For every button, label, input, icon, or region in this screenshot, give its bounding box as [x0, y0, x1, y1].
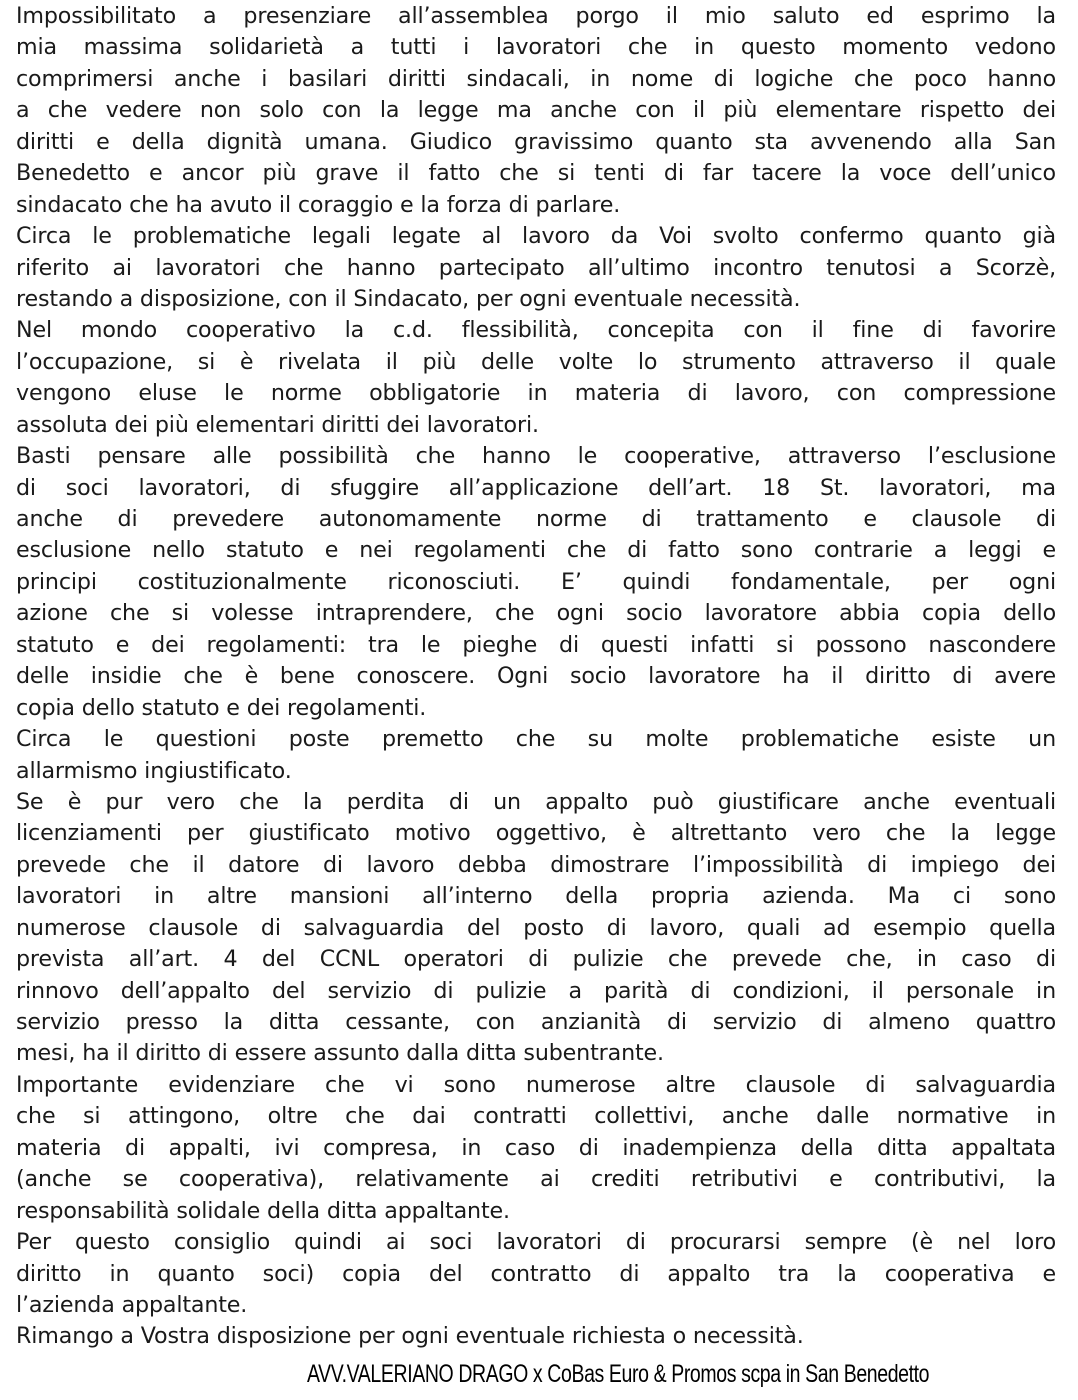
- text-line: copia dello statuto e dei regolamenti.: [16, 694, 427, 721]
- text-line: restando a disposizione, con il Sindacato, per ogni eventuale necessità.: [16, 285, 801, 312]
- text-line: mesi, ha il diritto di essere assunto dalla ditta subentrante.: [16, 1040, 664, 1067]
- text-line: allarmismo ingiustificato.: [16, 757, 292, 784]
- text-line: Se è pur vero che la perdita di un appalto può giustificare anche eventuali: [16, 788, 1056, 815]
- text-line: rinnovo dell’appalto del servizio di pulizie a parità di condizioni, il personale in: [16, 977, 1056, 1004]
- text-line: responsabilità solidale della ditta appaltante.: [16, 1197, 510, 1224]
- paragraph: [16, 1070, 1056, 1227]
- text-line: anche di prevedere autonomamente norme di trattamento e clausole di: [16, 506, 1056, 532]
- text-line: lavoratori in altre mansioni all’interno della propria azienda. Ma ci sono: [16, 883, 1056, 910]
- text-line: principi costituzionalmente riconosciuti. E’ quindi fondamentale, per ogni: [16, 568, 1056, 595]
- text-line: Importante evidenziare che vi sono numerose altre clausole di salvaguardia: [16, 1071, 1056, 1098]
- text-line: Nel mondo cooperativo la c.d. flessibilità, concepita con il fine di favorire: [16, 317, 1056, 344]
- text-line: Rimango a Vostra disposizione per ogni eventuale richiesta o necessità.: [16, 1323, 804, 1350]
- text-line: assoluta dei più elementari diritti dei lavoratori.: [16, 411, 539, 438]
- paragraph: [16, 221, 1056, 315]
- text-line: azione che si volesse intraprendere, che ogni socio lavoratore abbia copia dello: [16, 600, 1056, 627]
- text-line: sindacato che ha avuto il coraggio e la forza di parlare.: [16, 191, 621, 218]
- text-line: statuto e dei regolamenti: tra le pieghe di questi infatti si possono nascondere: [16, 631, 1056, 658]
- text-line: Circa le problematiche legali legate al lavoro da Voi svolto confermo quanto già: [16, 223, 1056, 250]
- text-line: Per questo consiglio quindi ai soci lavoratori di procurarsi sempre (è nel loro: [16, 1229, 1056, 1256]
- text-line: mia massima solidarietà a tutti i lavoratori che in questo momento vedono: [16, 34, 1056, 61]
- text-line: che si attingono, oltre che dai contratti collettivi, anche dalle normative in: [16, 1103, 1056, 1130]
- text-line: prevista all’art. 4 del CCNL operatori di pulizie che prevede che, in caso di: [16, 946, 1056, 973]
- text-line: di soci lavoratori, di sfuggire all’applicazione dell’art. 18 St. lavoratori, ma: [16, 474, 1056, 501]
- text-line: comprimersi anche i basilari diritti sindacali, in nome di logiche che poco hanno: [16, 65, 1056, 92]
- text-line: Impossibilitato a presenziare all’assemblea porgo il mio saluto ed esprimo la: [16, 3, 1056, 29]
- text-line: Basti pensare alle possibilità che hanno le cooperative, attraverso l’esclusione: [16, 443, 1056, 470]
- paragraph: [16, 441, 1056, 724]
- text-line: vengono eluse le norme obbligatorie in materia di lavoro, con compressione: [16, 380, 1056, 407]
- text-line: a che vedere non solo con la legge ma anche con il più elementare rispetto dei: [16, 97, 1056, 124]
- text-line: diritto in quanto soci) copia del contratto di appalto tra la cooperativa e: [16, 1260, 1056, 1287]
- text-line: Benedetto e ancor più grave il fatto che si tenti di far tacere la voce dell’unico: [16, 160, 1056, 187]
- text-line: delle insidie che è bene conoscere. Ogni socio lavoratore ha il diritto di avere: [16, 663, 1056, 690]
- text-line: servizio presso la ditta cessante, con anzianità di servizio di almeno quattro: [16, 1009, 1056, 1035]
- text-line: l’azienda appaltante.: [16, 1291, 248, 1318]
- text-line: diritti e della dignità umana. Giudico gravissimo quanto sta avvenendo alla San: [16, 128, 1056, 155]
- paragraph: [16, 1321, 1056, 1352]
- paragraph: [16, 315, 1056, 441]
- text-line: prevede che il datore di lavoro debba dimostrare l’impossibilità di impiego dei: [16, 851, 1056, 878]
- text-line: riferito ai lavoratori che hanno partecipato all’ultimo incontro tenutosi a Scorzè,: [16, 254, 1056, 281]
- text-line: licenziamenti per giustificato motivo oggettivo, è altrettanto vero che la legge: [16, 820, 1056, 847]
- paragraph: [16, 724, 1056, 787]
- text-line: Circa le questioni poste premetto che su molte problematiche esiste un: [16, 726, 1056, 753]
- text-line: (anche se cooperativa), relativamente ai crediti retributivi e contributivi, la: [16, 1166, 1056, 1193]
- text-line: esclusione nello statuto e nei regolamenti che di fatto sono contrarie a leggi e: [16, 537, 1056, 564]
- signature-line: AVV.VALERIANO DRAGO x CoBas Euro & Promos scpa in San Benedetto: [307, 1360, 930, 1388]
- paragraph: [16, 1, 1056, 221]
- text-line: numerose clausole di salvaguardia del posto di lavoro, quali ad esempio quella: [16, 914, 1056, 941]
- text-line: l’occupazione, si è rivelata il più delle volte lo strumento attraverso il quale: [16, 348, 1056, 375]
- paragraph: [16, 1227, 1056, 1321]
- text-line: materia di appalti, ivi compresa, in caso di inadempienza della ditta appaltata: [16, 1134, 1056, 1161]
- document-body: [16, 1, 1056, 1353]
- paragraph: [16, 787, 1056, 1070]
